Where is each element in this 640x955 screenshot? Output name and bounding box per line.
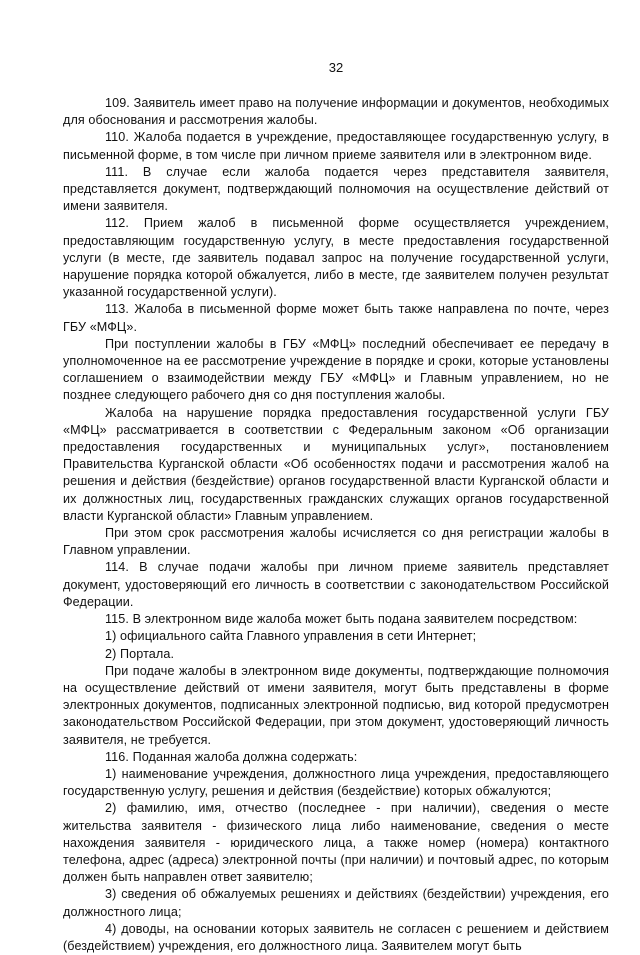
paragraph-113-mfc-complaint: Жалоба на нарушение порядка предоставления государственной услуги ГБУ «МФЦ» рассматривается в соответствии с Федеральным законом «Об организации предоставления государственных и муниципальных услуг», постановлением Правительства Курганской области «Об особенностях подачи и рассмотрения жалоб на решения и действия (бездействие) органов государственной власти Курганской области и их должностных лиц, государственных гражданских служащих органов государственной власти Курганской области» Главным управлением. (63, 405, 609, 523)
paragraph-116-item-2: 2) фамилию, имя, отчество (последнее - при наличии), сведения о месте жительства заявителя - физического лица либо наименование, сведения о месте нахождения заявителя - юридического лица, а также номер (номера) контактного телефона, адрес (адреса) электронной почты (при наличии) и почтовый адрес, по которым должен быть направлен ответ заявителю; (63, 801, 609, 885)
paragraph-115-electronic-docs: При подаче жалобы в электронном виде документы, подтверждающие полномочия на осуществление действий от имени заявителя, могут быть представлены в форме электронных документов, подписанных электронной подписью, вид которой предусмотрен законодательством Российской Федерации, при этом документ, удостоверяющий личность заявителя, не требуется. (63, 663, 609, 747)
paragraph-113-mfc-transfer: При поступлении жалобы в ГБУ «МФЦ» последний обеспечивает ее передачу в уполномоченное на ее рассмотрение учреждение в порядке и сроки, которые установлены соглашением о взаимодействии между ГБУ «МФЦ» и Главным управлением, но не позднее следующего рабочего дня со дня поступления жалобы. (63, 336, 609, 403)
paragraph-115-item-2: 2) Портала. (105, 646, 175, 661)
paragraph-112: 112. Прием жалоб в письменной форме осуществляется учреждением, предоставляющим государственную услугу, в месте предоставления государственной услуги (в месте, где заявитель подавал запрос на получение государственной услуги, нарушение порядка которой обжалуется, либо в месте, где заявителем получен результат указанной государственной услуги). (63, 216, 609, 300)
paragraph-115: 115. В электронном виде жалоба может быть подана заявителем посредством: (105, 612, 578, 627)
paragraph-115-item-1: 1) официального сайта Главного управления в сети Интернет; (105, 629, 477, 644)
paragraph-116-item-4: 4) доводы, на основании которых заявитель не согласен с решением и действием (бездействием) учреждения, его должностного лица. Заявителем могут быть (63, 921, 609, 953)
document-body (63, 95, 609, 955)
paragraph-114: 114. В случае подачи жалобы при личном приеме заявитель представляет документ, удостоверяющий его личность в соответствии с законодательством Российской Федерации. (63, 560, 609, 609)
paragraph-109: 109. Заявитель имеет право на получение информации и документов, необходимых для обоснования и рассмотрения жалобы. (63, 96, 609, 128)
paragraph-111: 111. В случае если жалоба подается через представителя заявителя, представляется документ, подтверждающий полномочия на осуществление действий от имени заявителя. (63, 164, 609, 214)
page-number: 32 (328, 60, 344, 75)
paragraph-116-item-1: 1) наименование учреждения, должностного лица учреждения, предоставляющего государственную услугу, решения и действия (бездействие) которых обжалуются; (63, 766, 609, 799)
paragraph-116-item-3: 3) сведения об обжалуемых решениях и действиях (бездействии) учреждения, его должностного лица; (63, 887, 609, 919)
paragraph-110: 110. Жалоба подается в учреждение, предоставляющее государственную услугу, в письменной форме, в том числе при личном приеме заявителя или в электронном виде. (63, 130, 609, 162)
paragraph-116: 116. Поданная жалоба должна содержать: (105, 749, 358, 764)
paragraph-113-term: При этом срок рассмотрения жалобы исчисляется со дня регистрации жалобы в Главном управлении. (63, 526, 609, 558)
paragraph-113: 113. Жалоба в письменной форме может быть также направлена по почте, через ГБУ «МФЦ». (63, 302, 609, 334)
